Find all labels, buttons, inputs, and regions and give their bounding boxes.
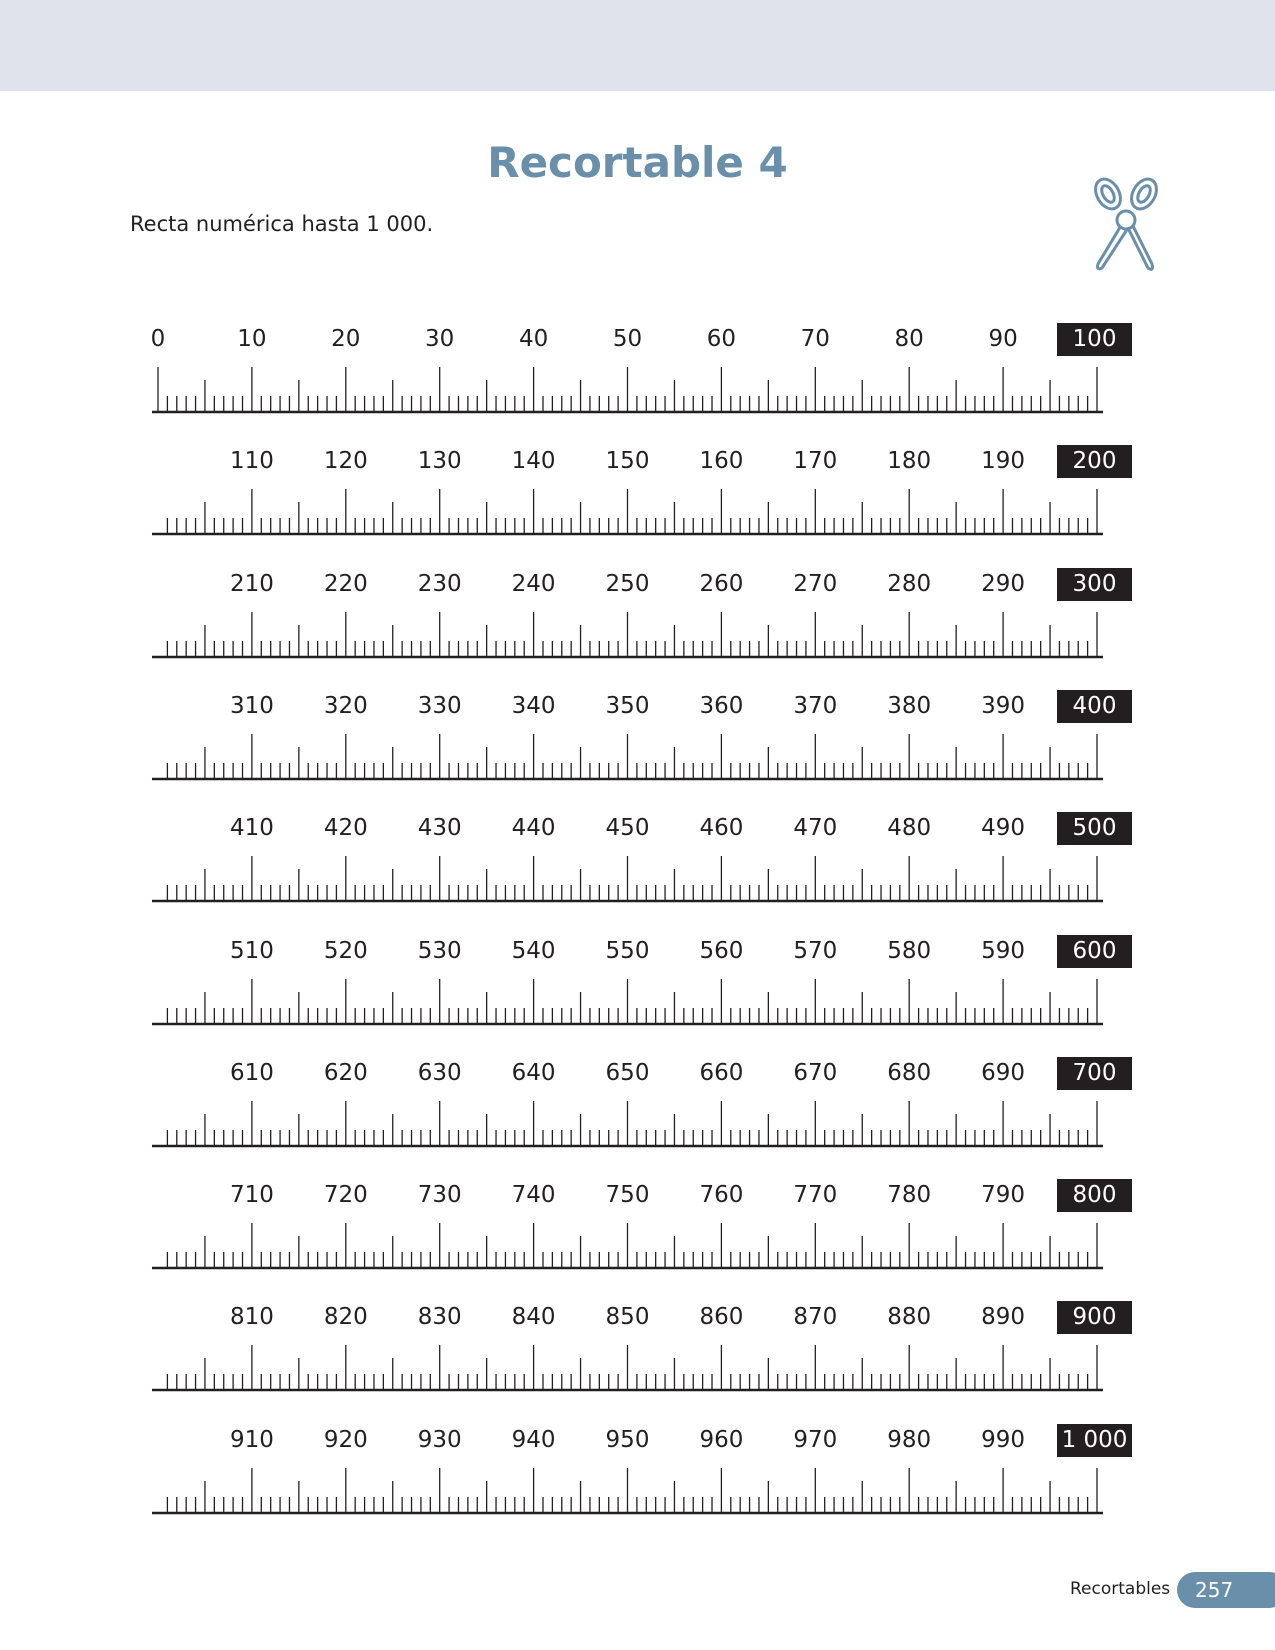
tick-label: 310 [229, 692, 274, 719]
number-line-row [0, 1427, 1275, 1537]
tick-label: 860 [699, 1304, 744, 1331]
tick-label: 990 [981, 1426, 1026, 1453]
number-line-row [0, 571, 1275, 681]
tick-label: 460 [699, 815, 744, 842]
tick-label: 670 [793, 1059, 838, 1086]
tick-label: 390 [981, 692, 1026, 719]
tick-label: 950 [605, 1426, 650, 1453]
page-number: 257 [1177, 1572, 1275, 1608]
header-band [0, 0, 1275, 91]
number-line-row [0, 326, 1275, 436]
tick-label: 490 [981, 815, 1026, 842]
tick-label: 140 [511, 448, 556, 475]
tick-label: 790 [981, 1182, 1026, 1209]
number-line-row [0, 815, 1275, 925]
tick-label: 0 [150, 326, 166, 352]
tick-label: 650 [605, 1059, 650, 1086]
tick-label: 330 [417, 692, 462, 719]
tick-label: 270 [793, 570, 838, 597]
tick-label: 850 [605, 1304, 650, 1331]
tick-label: 720 [323, 1182, 368, 1209]
tick-label: 470 [793, 815, 838, 842]
ruler [0, 964, 1275, 1028]
tick-label: 780 [887, 1182, 932, 1209]
tick-label: 590 [981, 937, 1026, 964]
tick-label: 90 [988, 326, 1018, 352]
ruler [0, 841, 1275, 905]
tick-label: 380 [887, 692, 932, 719]
tick-label: 660 [699, 1059, 744, 1086]
tick-label: 340 [511, 692, 556, 719]
tick-label: 480 [887, 815, 932, 842]
page-subtitle: Recta numérica hasta 1 000. [130, 212, 434, 236]
tick-label: 180 [887, 448, 932, 475]
tick-label: 730 [417, 1182, 462, 1209]
tick-label: 960 [699, 1426, 744, 1453]
tick-label: 610 [229, 1059, 274, 1086]
tick-label: 680 [887, 1059, 932, 1086]
page-title: Recortable 4 [487, 138, 788, 187]
tick-label: 570 [793, 937, 838, 964]
tick-label: 250 [605, 570, 650, 597]
tick-label: 530 [417, 937, 462, 964]
end-value-box: 100 [1057, 323, 1132, 356]
tick-label: 640 [511, 1059, 556, 1086]
tick-label: 870 [793, 1304, 838, 1331]
number-line-row [0, 938, 1275, 1048]
tick-label: 550 [605, 937, 650, 964]
ruler [0, 1086, 1275, 1150]
tick-label: 320 [323, 692, 368, 719]
number-line-row [0, 448, 1275, 558]
ruler [0, 597, 1275, 661]
ruler [0, 719, 1275, 783]
tick-label: 20 [331, 326, 361, 352]
tick-label: 920 [323, 1426, 368, 1453]
tick-label: 150 [605, 448, 650, 475]
end-value-box: 200 [1057, 445, 1132, 478]
tick-label: 830 [417, 1304, 462, 1331]
number-line-row [0, 1304, 1275, 1414]
tick-label: 820 [323, 1304, 368, 1331]
tick-label: 910 [229, 1426, 274, 1453]
tick-label: 980 [887, 1426, 932, 1453]
scissors-icon [1088, 176, 1168, 276]
tick-label: 110 [229, 448, 274, 475]
tick-label: 710 [229, 1182, 274, 1209]
number-line-row [0, 1182, 1275, 1292]
tick-label: 450 [605, 815, 650, 842]
tick-label: 260 [699, 570, 744, 597]
tick-label: 440 [511, 815, 556, 842]
footer-section: Recortables [1070, 1579, 1171, 1599]
tick-label: 360 [699, 692, 744, 719]
end-value-box: 1 000 [1057, 1424, 1132, 1457]
tick-label: 50 [612, 326, 643, 352]
tick-label: 810 [229, 1304, 274, 1331]
tick-label: 930 [417, 1426, 462, 1453]
number-line-row [0, 1060, 1275, 1170]
tick-label: 290 [981, 570, 1026, 597]
tick-label: 70 [800, 326, 830, 352]
ruler [0, 1453, 1275, 1517]
ruler [0, 352, 1275, 416]
tick-label: 220 [323, 570, 368, 597]
tick-label: 740 [511, 1182, 556, 1209]
tick-label: 520 [323, 937, 368, 964]
tick-label: 410 [229, 815, 274, 842]
tick-label: 240 [511, 570, 556, 597]
tick-label: 130 [417, 448, 462, 475]
tick-label: 840 [511, 1304, 556, 1331]
tick-label: 750 [605, 1182, 650, 1209]
tick-label: 580 [887, 937, 932, 964]
tick-label: 970 [793, 1426, 838, 1453]
ruler [0, 474, 1275, 538]
end-value-box: 800 [1057, 1179, 1132, 1212]
end-value-box: 500 [1057, 812, 1132, 845]
tick-label: 540 [511, 937, 556, 964]
tick-label: 760 [699, 1182, 744, 1209]
tick-label: 430 [417, 815, 462, 842]
tick-label: 620 [323, 1059, 368, 1086]
ruler [0, 1330, 1275, 1394]
tick-label: 210 [229, 570, 274, 597]
tick-label: 770 [793, 1182, 838, 1209]
tick-label: 350 [605, 692, 650, 719]
end-value-box: 300 [1057, 568, 1132, 601]
tick-label: 10 [237, 326, 267, 352]
tick-label: 510 [229, 937, 274, 964]
number-line-row [0, 693, 1275, 803]
tick-label: 940 [511, 1426, 556, 1453]
tick-label: 370 [793, 692, 838, 719]
tick-label: 560 [699, 937, 744, 964]
tick-label: 160 [699, 448, 744, 475]
tick-label: 880 [887, 1304, 932, 1331]
tick-label: 630 [417, 1059, 462, 1086]
tick-label: 690 [981, 1059, 1026, 1086]
tick-label: 80 [894, 326, 924, 352]
end-value-box: 400 [1057, 690, 1132, 723]
tick-label: 190 [981, 448, 1026, 475]
tick-label: 230 [417, 570, 462, 597]
tick-label: 60 [706, 326, 737, 352]
tick-label: 420 [323, 815, 368, 842]
tick-label: 890 [981, 1304, 1026, 1331]
end-value-box: 900 [1057, 1301, 1132, 1334]
ruler [0, 1208, 1275, 1272]
tick-label: 170 [793, 448, 838, 475]
end-value-box: 700 [1057, 1057, 1132, 1090]
tick-label: 40 [518, 326, 549, 352]
tick-label: 120 [323, 448, 368, 475]
tick-label: 30 [425, 326, 455, 352]
end-value-box: 600 [1057, 935, 1132, 968]
tick-label: 280 [887, 570, 932, 597]
